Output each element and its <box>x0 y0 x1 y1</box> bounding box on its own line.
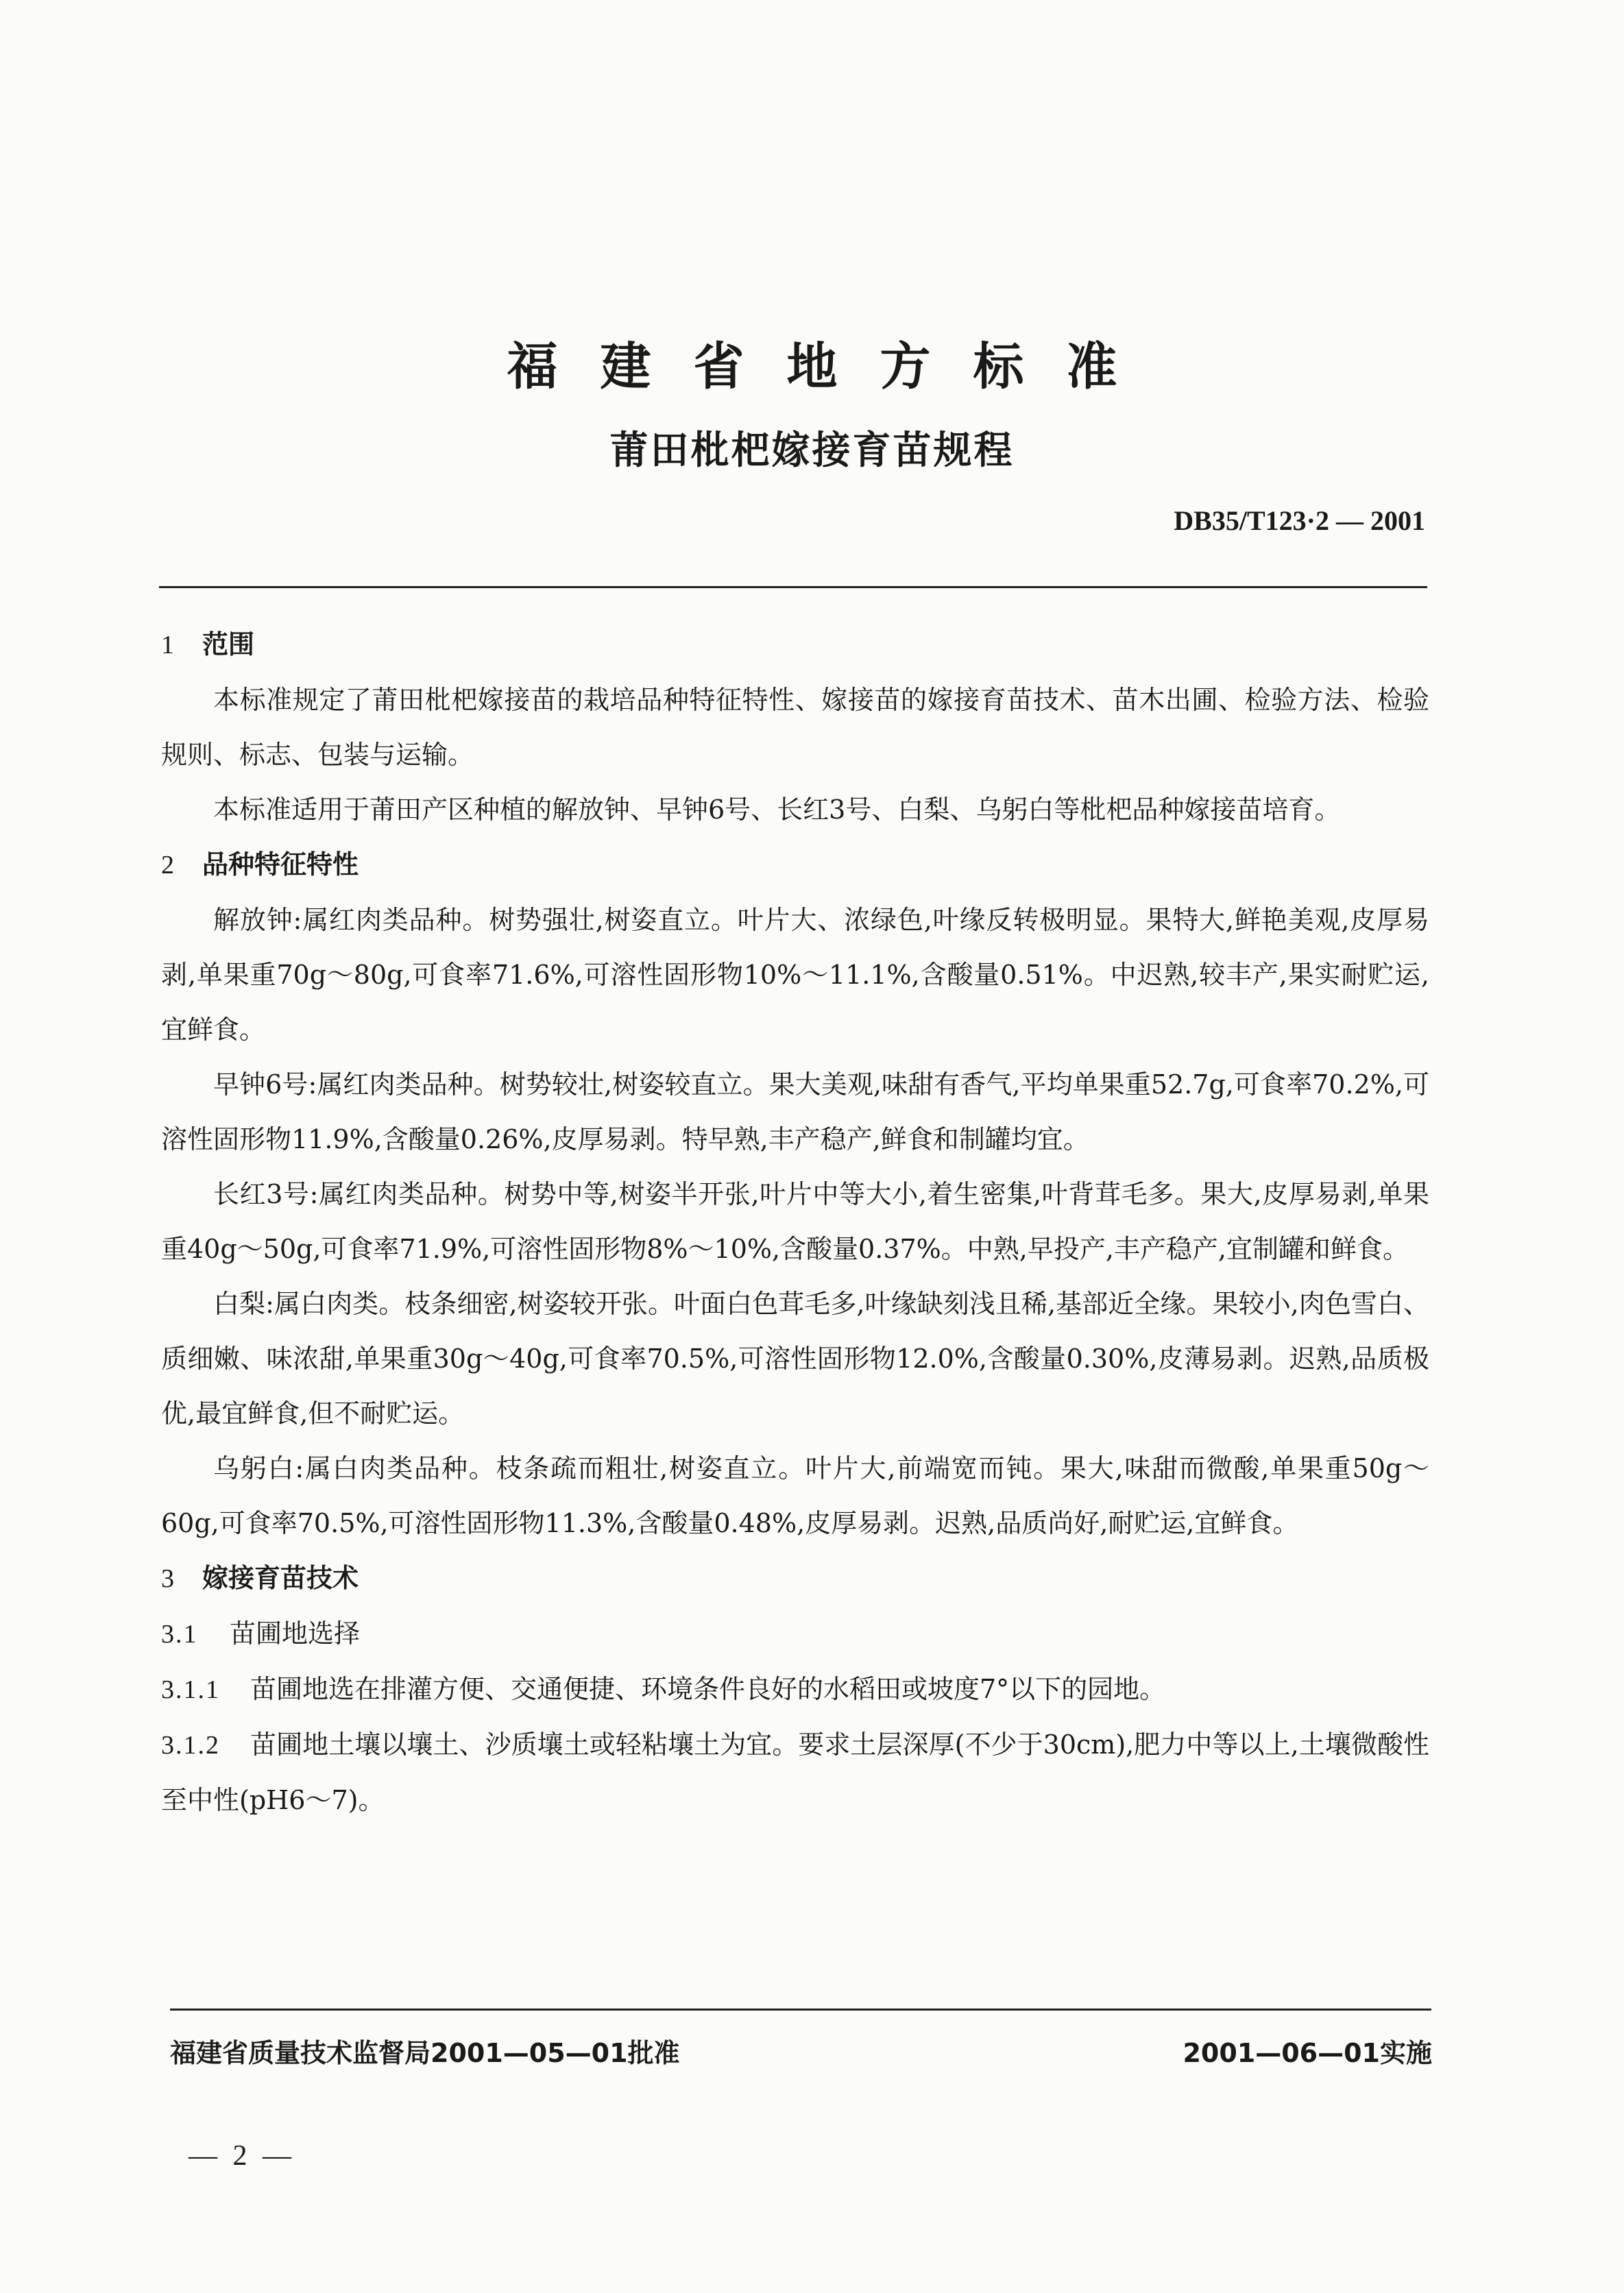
section-number: 3 <box>161 1564 174 1593</box>
clause-text: 苗圃地选在排灌方便、交通便捷、环境条件良好的水稻田或坡度7°以下的园地。 <box>250 1674 1166 1704</box>
page-number: — 2 — <box>189 2140 295 2172</box>
approval-line: 福建省质量技术监督局2001—05—01批准 <box>170 2038 680 2068</box>
section-title: 品种特征特性 <box>202 849 359 879</box>
footer-divider <box>170 2009 1431 2011</box>
clause-text: 苗圃地土壤以壤土、沙质壤土或轻粘壤土为宜。要求土层深厚(不少于30cm),肥力中等以上,土壤微酸性至中性(pH6～7)。 <box>161 1730 1429 1815</box>
section-heading-grafting <box>161 1551 1429 1606</box>
paragraph-zaozhong6: 早钟6号:属红肉类品种。树势较壮,树姿较直立。果大美观,味甜有香气,平均单果重52.7g,可食率70.2%,可溶性固形物11.9%,含酸量0.26%,皮厚易剥。特早熟,丰产稳产,鲜食和制罐均宜。 <box>161 1069 1429 1154</box>
subsection-number: 3.1 <box>161 1620 198 1649</box>
document-title: 莆田枇杷嫁接育苗规程 <box>609 428 1015 473</box>
subsection-heading-nursery <box>161 1606 1429 1662</box>
clause-number: 3.1.1 <box>161 1675 220 1704</box>
subsection-title: 苗圃地选择 <box>230 1618 361 1649</box>
clause-3-1-1 <box>161 1662 1429 1717</box>
paragraph: 本标准适用于莆田产区种植的解放钟、早钟6号、长红3号、白梨、乌躬白等枇杷品种嫁接苗培育。 <box>213 794 1341 825</box>
paragraph-jiefangzhong: 解放钟:属红肉类品种。树势强壮,树姿直立。叶片大、浓绿色,叶缘反转极明显。果特大,鲜艳美观,皮厚易剥,单果重70g～80g,可食率71.6%,可溶性固形物10%～11.1%,含酸量0.51%。中迟熟,较丰产,果实耐贮运,宜鲜食。 <box>161 905 1429 1045</box>
document-number: DB35/T123·2 — 2001 <box>1174 505 1425 536</box>
paragraph-baili: 白梨:属白肉类。枝条细密,树姿较开张。叶面白色茸毛多,叶缘缺刻浅且稀,基部近全缘。果较小,肉色雪白、质细嫩、味浓甜,单果重30g～40g,可食率70.5%,可溶性固形物12.0%,含酸量0.30%,皮薄易剥。迟熟,品质极优,最宜鲜食,但不耐贮运。 <box>161 1289 1429 1429</box>
clause-3-1-2 <box>161 1717 1429 1828</box>
implementation-line: 2001—06—01实施 <box>1183 2038 1432 2068</box>
section-heading-varieties <box>161 837 1429 893</box>
clause-number: 3.1.2 <box>161 1731 220 1760</box>
header-divider <box>159 586 1427 588</box>
document-body <box>161 617 1429 1828</box>
paragraph-changhong3: 长红3号:属红肉类品种。树势中等,树姿半开张,叶片中等大小,着生密集,叶背茸毛多。果大,皮厚易剥,单果重40g～50g,可食率71.9%,可溶性固形物8%～10%,含酸量0.37%。中熟,早投产,丰产稳产,宜制罐和鲜食。 <box>161 1179 1429 1264</box>
section-number: 2 <box>161 851 174 879</box>
standard-title: 福建省地方标准 <box>507 337 1160 396</box>
section-title: 范围 <box>202 629 255 659</box>
paragraph: 本标准规定了莆田枇杷嫁接苗的栽培品种特征特性、嫁接苗的嫁接育苗技术、苗木出圃、检验方法、检验规则、标志、包装与运输。 <box>161 685 1429 770</box>
section-number: 1 <box>161 631 174 659</box>
paragraph-wugongbai: 乌躬白:属白肉类品种。枝条疏而粗壮,树姿直立。叶片大,前端宽而钝。果大,味甜而微酸,单果重50g～60g,可食率70.5%,可溶性固形物11.3%,含酸量0.48%,皮厚易剥。迟熟,品质尚好,耐贮运,宜鲜食。 <box>161 1453 1429 1538</box>
section-title: 嫁接育苗技术 <box>202 1563 359 1593</box>
section-heading-scope <box>161 617 1429 672</box>
